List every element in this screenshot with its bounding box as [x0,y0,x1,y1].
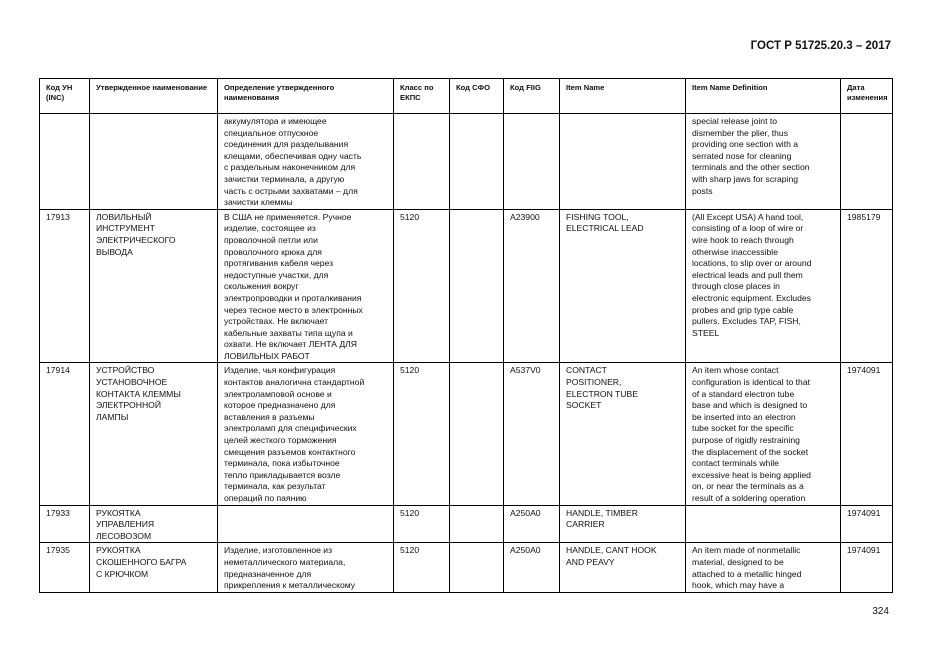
cell-ekps-class: 5120 [394,505,450,543]
cell-sfo-code [450,363,504,505]
cell-fiig-code: A23900 [504,209,560,363]
cell-fiig-code [504,114,560,210]
cell-change-date: 1974091 [841,543,893,592]
header-ekps-class: Класс по ЕКПС [394,79,450,114]
table-row [40,505,893,543]
cell-item-name-definition [686,505,841,543]
header-inc-code: Код УН (INC) [40,79,90,114]
cell-item-name: FISHING TOOL, ELECTRICAL LEAD [560,209,686,363]
cell-item-name [560,114,686,210]
cell-fiig-code: A250A0 [504,543,560,592]
document-header: ГОСТ Р 51725.20.3 – 2017 [750,40,891,52]
cell-approved-name: РУКОЯТКА УПРАВЛЕНИЯ ЛЕСОВОЗОМ [90,505,218,543]
header-fiig-code: Код FIIG [504,79,560,114]
cell-item-name-definition: special release joint to dismember the plier, thus providing one section with a serrated nose for cleaning terminals and the other section with sharp jaws for scraping posts [686,114,841,210]
cell-fiig-code: A537V0 [504,363,560,505]
cell-name-definition [218,505,394,543]
cell-item-name-definition: (All Except USA) A hand tool, consisting of a loop of wire or wire hook to reach through otherwise inaccessible locations, to slip over or around electrical leads and pull them through close places in electronic equipment. Excludes probes and grip type cable pullers. Excludes TAP, FISH, STEEL [686,209,841,363]
cell-change-date [841,114,893,210]
cell-ekps-class [394,114,450,210]
cell-name-definition: Изделие, изготовленное из неметаллического материала, предназначенное для прикрепления к металлическому [218,543,394,592]
cell-change-date: 1974091 [841,505,893,543]
nomenclature-table [39,78,893,593]
cell-inc-code: 17913 [40,209,90,363]
cell-ekps-class: 5120 [394,209,450,363]
cell-ekps-class: 5120 [394,543,450,592]
cell-approved-name: ЛОВИЛЬНЫЙ ИНСТРУМЕНТ ЭЛЕКТРИЧЕСКОГО ВЫВОДА [90,209,218,363]
header-change-date: Дата изменения [841,79,893,114]
cell-ekps-class: 5120 [394,363,450,505]
cell-item-name-definition: An item whose contact configuration is identical to that of a standard electron tube base and which is designed to be inserted into an electron tube socket for the specific purpose of rigidly restraining the displacement of the socket contact terminals while excessive heat is being applied on, or near the terminals as a result of a soldering operation [686,363,841,505]
cell-item-name: HANDLE, TIMBER CARRIER [560,505,686,543]
cell-approved-name: УСТРОЙСТВО УСТАНОВОЧНОЕ КОНТАКТА КЛЕММЫ ЭЛЕКТРОННОЙ ЛАМПЫ [90,363,218,505]
cell-change-date: 1985179 [841,209,893,363]
cell-name-definition: Изделие, чья конфигурация контактов аналогична стандартной электроламповой основе и которое предназначено для вставления в разъемы электроламп для специфических целей жесткого торможения смещения разъемов контактного терминала, пока избыточное тепло прикладывается возле терминала, как результат операций по паянию [218,363,394,505]
cell-item-name: CONTACT POSITIONER, ELECTRON TUBE SOCKET [560,363,686,505]
header-name-definition: Определение утвержденного наименования [218,79,394,114]
header-item-name: Item Name [560,79,686,114]
header-sfo-code: Код СФО [450,79,504,114]
cell-approved-name: РУКОЯТКА СКОШЕННОГО БАГРА С КРЮЧКОМ [90,543,218,592]
table-row [40,543,893,592]
header-approved-name: Утвержденное наименование [90,79,218,114]
cell-change-date: 1974091 [841,363,893,505]
cell-sfo-code [450,543,504,592]
cell-item-name: HANDLE, CANT HOOK AND PEAVY [560,543,686,592]
cell-sfo-code [450,505,504,543]
cell-inc-code: 17933 [40,505,90,543]
table-row [40,209,893,363]
cell-sfo-code [450,209,504,363]
cell-name-definition: В США не применяется. Ручное изделие, состоящее из проволочной петли или проволочного крюка для протягивания кабеля через недоступные участки, для скольжения вокруг электропроводки и проталкивания через тесное место в электронных устройствах. Не включает кабельные захваты типа щупа и охвати. Не включает ЛЕНТА ДЛЯ ЛОВИЛЬНЫХ РАБОТ [218,209,394,363]
table-row [40,363,893,505]
header-item-name-definition: Item Name Definition [686,79,841,114]
cell-inc-code: 17914 [40,363,90,505]
cell-item-name-definition: An item made of nonmetallic material, designed to be attached to a metallic hinged hook, which may have a [686,543,841,592]
table-header-row [40,79,893,114]
cell-sfo-code [450,114,504,210]
cell-name-definition: аккумулятора и имеющее специальное отпускное соединения для разделывания клещами, обеспечивая одну часть с раздельным наконечником для зачистки терминала, а другую часть с острыми захватами – для зачистки клеммы [218,114,394,210]
cell-inc-code [40,114,90,210]
cell-inc-code: 17935 [40,543,90,592]
page-number: 324 [872,606,889,617]
table-row [40,114,893,210]
cell-fiig-code: A250A0 [504,505,560,543]
cell-approved-name [90,114,218,210]
